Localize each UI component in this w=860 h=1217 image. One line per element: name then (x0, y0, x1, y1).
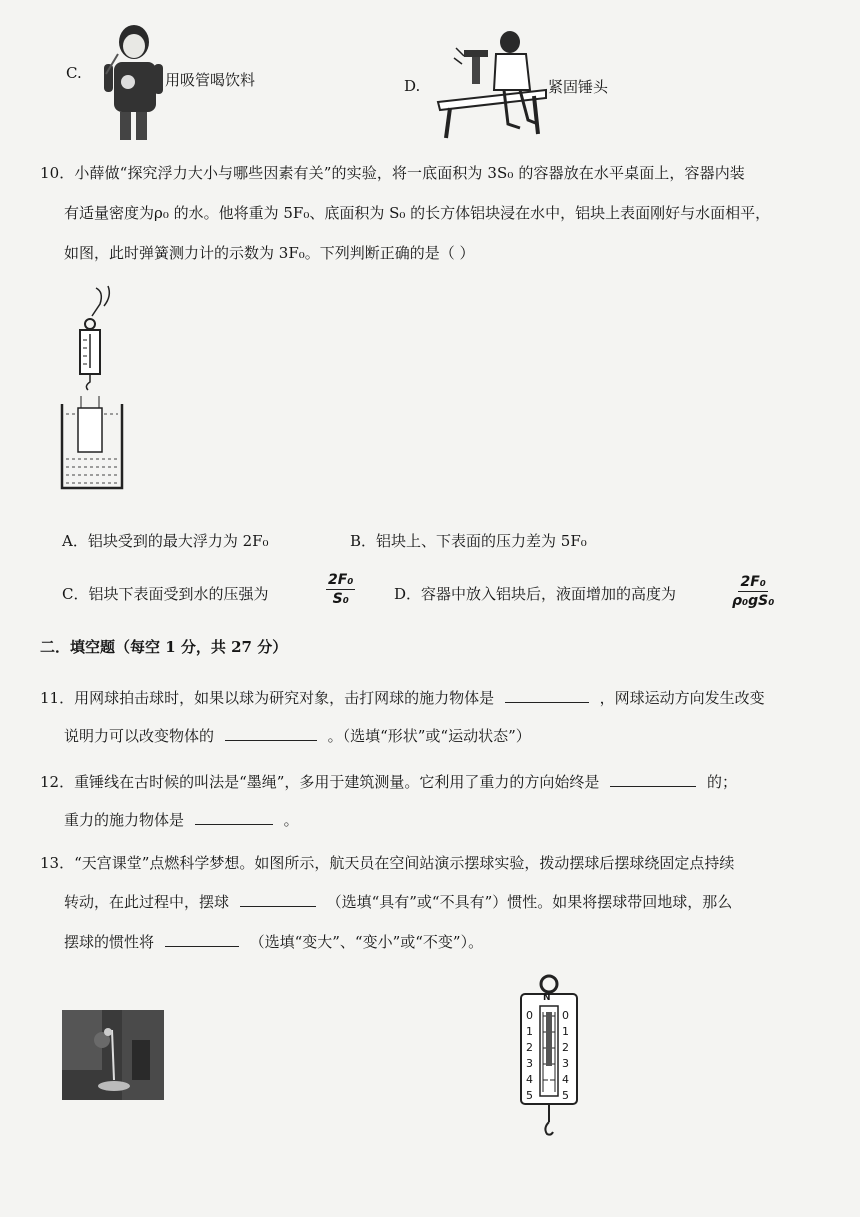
spring-scale-right-ticks (562, 1008, 569, 1104)
q12-text-4: 。 (283, 811, 299, 829)
spring-scale-tick-label: 4 (526, 1073, 533, 1086)
section-2-title: 二．填空题（每空 1 分，共 27 分） (40, 638, 288, 656)
q12-text-1: 12．重锤线在古时候的叫法是“墨绳”，多用于建筑测量。它利用了重力的方向始终是 (40, 773, 600, 791)
q10-option-c-fraction (326, 571, 355, 608)
spring-scale-tick-label: 2 (526, 1041, 533, 1054)
space-station-pendulum-photo (62, 1010, 164, 1100)
q11-blank-2[interactable] (225, 724, 317, 741)
q10-option-a: A．铝块受到的最大浮力为 2F₀ (62, 532, 269, 550)
hammer-on-bench-illustration (434, 28, 552, 140)
q10-option-c-denominator: S₀ (332, 591, 349, 607)
spring-scale-tick-label: 4 (562, 1073, 569, 1086)
q11-text-4: 。（选填“形状”或“运动状态”） (327, 727, 531, 745)
spring-balance-in-container-diagram (56, 284, 132, 494)
q10-option-d-fraction (730, 573, 776, 610)
q10-line-3: 如图，此时弹簧测力计的示数为 3F₀。下列判断正确的是（ ） (64, 244, 475, 262)
spring-scale-tick-label: 3 (562, 1057, 569, 1070)
q10-option-d-numerator: 2F₀ (740, 574, 766, 590)
q11-line-1 (40, 686, 765, 709)
q9-option-c-caption: 用吸管喝饮料 (165, 71, 256, 89)
q9-option-d-letter: D. (404, 77, 421, 95)
q13-text-2: （选填“具有”或“不具有”）惯性。如果将摆球带回地球，那么 (326, 893, 733, 911)
q12-text-3: 重力的施力物体是 (64, 811, 185, 829)
q13-blank-2[interactable] (165, 930, 239, 947)
q13-line-3 (64, 930, 483, 953)
q11-blank-1[interactable] (505, 686, 589, 703)
q10-line-2: 有适量密度为ρ₀ 的水。他将重为 5F₀、底面积为 S₀ 的长方体铝块浸在水中，铝块上表面刚好与水面相平， (64, 204, 771, 222)
q10-option-c-numerator: 2F₀ (328, 572, 354, 588)
spring-scale-tick-label: 3 (526, 1057, 533, 1070)
q9-option-c-letter: C. (66, 64, 82, 82)
spring-scale-tick-label: 5 (526, 1089, 533, 1102)
q13-text-1: 转动，在此过程中，摆球 (64, 893, 230, 911)
q12-blank-2[interactable] (195, 808, 273, 825)
q10-option-b: B．铝块上、下表面的压力差为 5F₀ (350, 532, 587, 550)
q11-text-2: ，网球运动方向发生改变 (599, 689, 765, 707)
q12-blank-1[interactable] (610, 770, 696, 787)
q11-text-1: 11．用网球拍击球时，如果以球为研究对象，击打网球的施力物体是 (40, 689, 495, 707)
spring-scale-tick-label: 5 (562, 1089, 569, 1102)
child-drinking-illustration (96, 14, 168, 142)
q12-line-2 (64, 808, 299, 831)
spring-scale-unit-letter: N (543, 993, 551, 1003)
q10-option-d-denominator: ρ₀gS₀ (732, 593, 775, 609)
q11-line-2 (64, 724, 531, 747)
spring-scale-tick-label: 1 (526, 1025, 533, 1038)
spring-scale-tick-label: 0 (562, 1009, 569, 1022)
q12-line-1 (40, 770, 737, 793)
q13-line-1: 13．“天宫课堂”点燃科学梦想。如图所示，航天员在空间站演示摆球实验，拨动摆球后摆球绕固定点持续 (40, 854, 735, 872)
spring-scale-left-ticks (526, 1008, 533, 1104)
q13-text-3: 摆球的惯性将 (64, 933, 155, 951)
spring-scale-tick-label: 2 (562, 1041, 569, 1054)
q13-line-2 (64, 890, 732, 913)
q10-option-c: C．铝块下表面受到水的压强为 (62, 585, 269, 603)
spring-scale-tick-label: 0 (526, 1009, 533, 1022)
q13-blank-1[interactable] (240, 890, 316, 907)
q9-option-d-caption: 紧固锤头 (548, 78, 609, 96)
q13-text-4: （选填“变大”、“变小”或“不变”）。 (249, 933, 484, 951)
spring-scale-tick-label: 1 (562, 1025, 569, 1038)
q12-text-2: 的； (707, 773, 738, 791)
q10-option-d: D．容器中放入铝块后，液面增加的高度为 (394, 585, 677, 603)
q10-line-1: 10．小薛做“探究浮力大小与哪些因素有关”的实验，将一底面积为 3S₀ 的容器放在水平桌面上，容器内装 (40, 164, 745, 182)
q11-text-3: 说明力可以改变物体的 (64, 727, 215, 745)
